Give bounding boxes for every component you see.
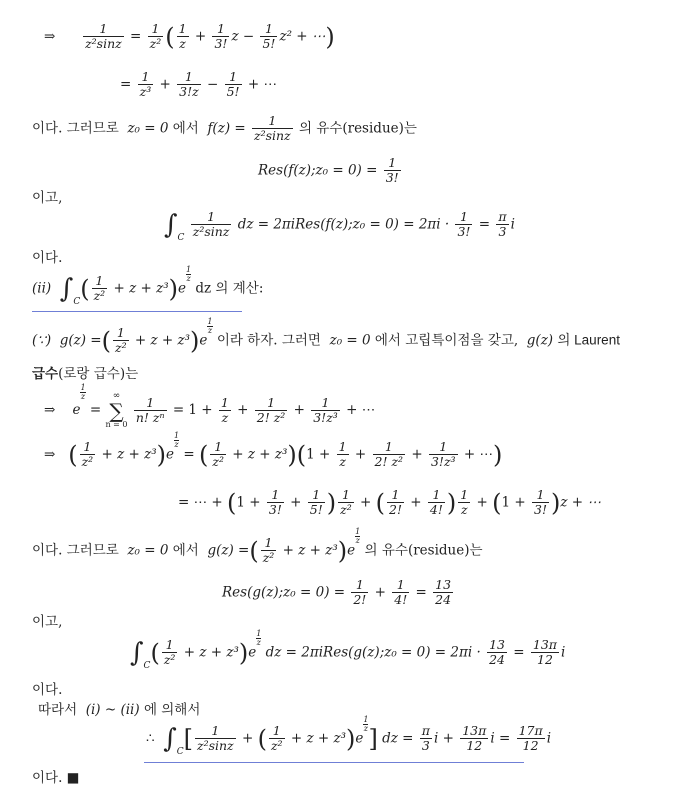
paren-close: ) xyxy=(190,326,200,355)
fraction: $\frac{1}{\text{2! z²}}$ xyxy=(256,394,286,425)
implies-symbol: ⇒ xyxy=(44,402,56,418)
text-line-21: 이다. ■ xyxy=(32,770,80,786)
text-line-3: 이다. 그러므로 z₀ = 0 에서 f(z) = $\frac{1}{\text{z²sinz}}$ 의 유수(residue)는 xyxy=(32,113,417,144)
paren-close: ) xyxy=(492,440,503,469)
text-line-18: 이다. xyxy=(32,682,63,698)
fraction: $\frac{1}{\text{2! z²}}$ xyxy=(374,439,404,470)
paren-close: ) xyxy=(551,488,561,517)
fraction: $\frac{1}{z}$ xyxy=(460,487,469,518)
exponent-fraction: $\frac{1}{z}$ xyxy=(256,629,262,648)
exponent-fraction: $\frac{1}{z}$ xyxy=(355,527,361,546)
bracket-close: ] xyxy=(368,724,378,753)
paren-close: ) xyxy=(325,22,335,51)
fraction: $\frac{1}{3!}$ xyxy=(534,487,547,518)
eq-line-13: = ⋯ + (1 + $\frac{1}{3!}$ + $\frac{1}{5!}$ ) $\frac{1}{\text{z²}}$ + ( $\frac{1}{2!}$ + $\frac{1}{4!}$ ) $\frac{1}{z}$ + (1 + $\frac{1}{3!}$ )z + ⋯ xyxy=(178,487,601,518)
exponent-fraction: $\frac{1}{z}$ xyxy=(186,265,192,284)
fraction: $\frac{13}{24}$ xyxy=(435,577,452,608)
fraction: $\frac{\pi}{3}$ xyxy=(498,209,507,240)
paren-open: ( xyxy=(249,536,259,565)
eq-line-1: ⇒ $\frac{1}{\text{z²sinz}}$ = $\frac{1}{\text{z²}}$ ( $\frac{1}{z}$ + $\frac{1}{3!}$ z − $\frac{1}{5!}$ z² + ⋯) xyxy=(44,21,335,52)
paren-open: ( xyxy=(68,440,78,469)
fraction: $\frac{1}{z}$ xyxy=(338,439,347,470)
paren-open: ( xyxy=(80,274,90,303)
fraction: $\frac{1}{\text{z²sinz}}$ xyxy=(197,723,234,754)
paren-open: ( xyxy=(257,724,267,753)
fraction: $\frac{1}{\text{n! zⁿ}}$ xyxy=(135,394,165,425)
exponent-fraction: $\frac{1}{z}$ xyxy=(80,383,86,402)
paren-open: ( xyxy=(165,22,175,51)
fraction: $\frac{1}{\text{z²}}$ xyxy=(149,21,162,52)
fraction: $\frac{1}{\text{z²}}$ xyxy=(81,439,94,470)
paren-open: ( xyxy=(150,638,160,667)
implies-symbol: ⇒ xyxy=(44,28,56,45)
fraction: $\frac{1}{3!z}$ xyxy=(179,69,199,100)
fraction: $\frac{1}{4!}$ xyxy=(429,487,443,518)
paren-close: ) xyxy=(446,488,457,517)
fraction: $\frac{1}{5!}$ xyxy=(262,21,276,52)
conclusion-equation: ∴ $\int_C$[ $\frac{1}{\text{z²sinz}}$ + ( $\frac{1}{\text{z²}}$ + z + z³)e $\frac{1}{z}$ ] dz = $\frac{\pi}{3}$ i + $\frac{13\pi}{12}$ i = $\frac{17\pi}{12}$ i xyxy=(146,715,552,757)
conclusion-underline xyxy=(144,762,524,763)
paren-close: ) xyxy=(337,536,348,565)
heading-underline xyxy=(32,311,242,312)
integral-symbol: ∫ xyxy=(164,209,178,240)
implies-symbol: ⇒ xyxy=(44,446,56,463)
text-line-7: 이다. xyxy=(32,250,63,266)
section-heading-ii: (ii) $\int_C$( $\frac{1}{\text{z²}}$ + z + z³)e $\frac{1}{z}$ dz 의 계산: xyxy=(32,265,264,307)
paren-open: ( xyxy=(227,488,237,517)
exponent-fraction: $\frac{1}{z}$ xyxy=(173,431,180,450)
fraction: $\frac{1}{\text{z²}}$ xyxy=(262,535,275,566)
paren-close: ) xyxy=(326,488,337,517)
integral-symbol: ∫ xyxy=(163,723,177,754)
fraction: $\frac{1}{2!}$ xyxy=(353,577,367,608)
fraction: $\frac{17\pi}{12}$ xyxy=(518,723,543,754)
text-line-5: 이고, xyxy=(32,190,63,206)
paren-close: ) xyxy=(238,638,249,667)
fraction: $\frac{1}{5!}$ xyxy=(309,487,323,518)
fraction: $\frac{1}{\text{z²sinz}}$ xyxy=(253,113,291,144)
eq-line-4: Res(f(z);z₀ = 0) = $\frac{1}{3!}$ xyxy=(258,155,399,186)
eq-line-6: $\int_C$ $\frac{1}{\text{z²sinz}}$ dz = 2πiRes(f(z);z₀ = 0) = 2πi · $\frac{1}{3!}$ = $\frac{\pi}{3}$ i xyxy=(164,209,515,243)
fraction: $\frac{1}{\text{z²}}$ xyxy=(270,723,283,754)
eq-line-17: $\int_C$( $\frac{1}{\text{z²}}$ + z + z³)e $\frac{1}{z}$ dz = 2πiRes(g(z);z₀ = 0) = 2πi · $\frac{13}{24}$ = $\frac{13\pi}{12}$ i xyxy=(130,629,566,671)
integral-symbol: ∫ xyxy=(130,637,144,668)
eq-line-2: = $\frac{1}{\text{z³}}$ + $\frac{1}{3!z}$ − $\frac{1}{5!}$ + ⋯ xyxy=(120,69,277,100)
fraction: $\frac{1}{3!}$ xyxy=(385,155,399,186)
text-line-14: 이다. 그러므로 z₀ = 0 에서 g(z) =( $\frac{1}{\text{z²}}$ + z + z³)e $\frac{1}{z}$ 의 유수(residue)는 xyxy=(32,527,483,566)
fraction: $\frac{1}{\text{z²}}$ xyxy=(93,273,106,304)
summation: ∞ ∑ n = 0 xyxy=(105,391,128,429)
fraction: $\frac{1}{z}$ xyxy=(178,21,187,52)
fraction: $\frac{1}{\text{z³}}$ xyxy=(139,69,152,100)
paren-close: ) xyxy=(345,724,356,753)
exponent-fraction: $\frac{1}{z}$ xyxy=(207,317,213,336)
eq-line-11: ⇒ e $\frac{1}{z}$ = ∞ ∑ n = 0 $\frac{1}{\text{n! zⁿ}}$ = 1 + $\frac{1}{z}$ + $\frac{1}{\text{2! z²}}$ + $\frac{1}{\text{3!z³}}$ + ⋯ xyxy=(44,383,376,429)
paren-open: ( xyxy=(296,440,307,469)
fraction: $\frac{1}{\text{3!z³}}$ xyxy=(313,394,338,425)
fraction: $\frac{\pi}{3}$ xyxy=(421,723,430,754)
fraction: $\frac{13\pi}{12}$ xyxy=(462,723,487,754)
paren-close: ) xyxy=(156,440,166,469)
fraction: $\frac{1}{5!}$ xyxy=(226,69,240,100)
text-line-10: 급수(로랑 급수)는 xyxy=(32,366,139,382)
fraction: $\frac{1}{\text{z²sinz}}$ xyxy=(192,209,230,240)
paren-open: ( xyxy=(492,488,502,517)
fraction: $\frac{1}{\text{z²}}$ xyxy=(340,487,352,518)
paren-open: ( xyxy=(101,326,111,355)
paren-open: ( xyxy=(198,440,209,469)
therefore-symbol: ∴ xyxy=(146,730,155,747)
text-line-9: (∵) g(z) =( $\frac{1}{\text{z²}}$ + z + z³)e $\frac{1}{z}$ 이라 하자. 그러면 z₀ = 0 에서 고립특이점을 갖고, g(z) 의 Laurent xyxy=(32,317,620,356)
exponent-fraction: $\frac{1}{z}$ xyxy=(363,715,369,734)
bracket-open: [ xyxy=(183,724,193,753)
paren-close: ) xyxy=(287,440,297,469)
eq-line-12: ⇒ ( $\frac{1}{\text{z²}}$ + z + z³)e $\frac{1}{z}$ = ( $\frac{1}{\text{z²}}$ + z + z³)(1 + $\frac{1}{z}$ + $\frac{1}{\text{2! z²}}$ + $\frac{1}{\text{3!z³}}$ + ⋯) xyxy=(44,431,503,470)
fraction: $\frac{1}{3!}$ xyxy=(457,209,471,240)
fraction: $\frac{1}{\text{z²}}$ xyxy=(212,439,224,470)
fraction: $\frac{1}{\text{z²sinz}}$ xyxy=(85,21,122,52)
paren-open: ( xyxy=(375,488,386,517)
fraction: $\frac{1}{\text{3!z³}}$ xyxy=(430,439,456,470)
fraction: $\frac{1}{3!}$ xyxy=(214,21,228,52)
fraction: $\frac{13\pi}{12}$ xyxy=(532,637,558,668)
text-line-16: 이고, xyxy=(32,614,63,630)
fraction: $\frac{1}{4!}$ xyxy=(394,577,408,608)
fraction: $\frac{1}{3!}$ xyxy=(268,487,282,518)
fraction: $\frac{13}{24}$ xyxy=(489,637,505,668)
fraction: $\frac{1}{z}$ xyxy=(220,394,229,425)
eq-line-15: Res(g(z);z₀ = 0) = $\frac{1}{2!}$ + $\frac{1}{4!}$ = $\frac{13}{24}$ xyxy=(222,577,452,608)
integral-symbol: ∫ xyxy=(59,273,74,304)
text-line-19: 따라서 (i) ~ (ii) 에 의해서 xyxy=(38,702,201,718)
fraction: $\frac{1}{\text{z²}}$ xyxy=(163,637,176,668)
paren-close: ) xyxy=(168,274,178,303)
fraction: $\frac{1}{\text{z²}}$ xyxy=(115,325,127,356)
fraction: $\frac{1}{2!}$ xyxy=(389,487,403,518)
